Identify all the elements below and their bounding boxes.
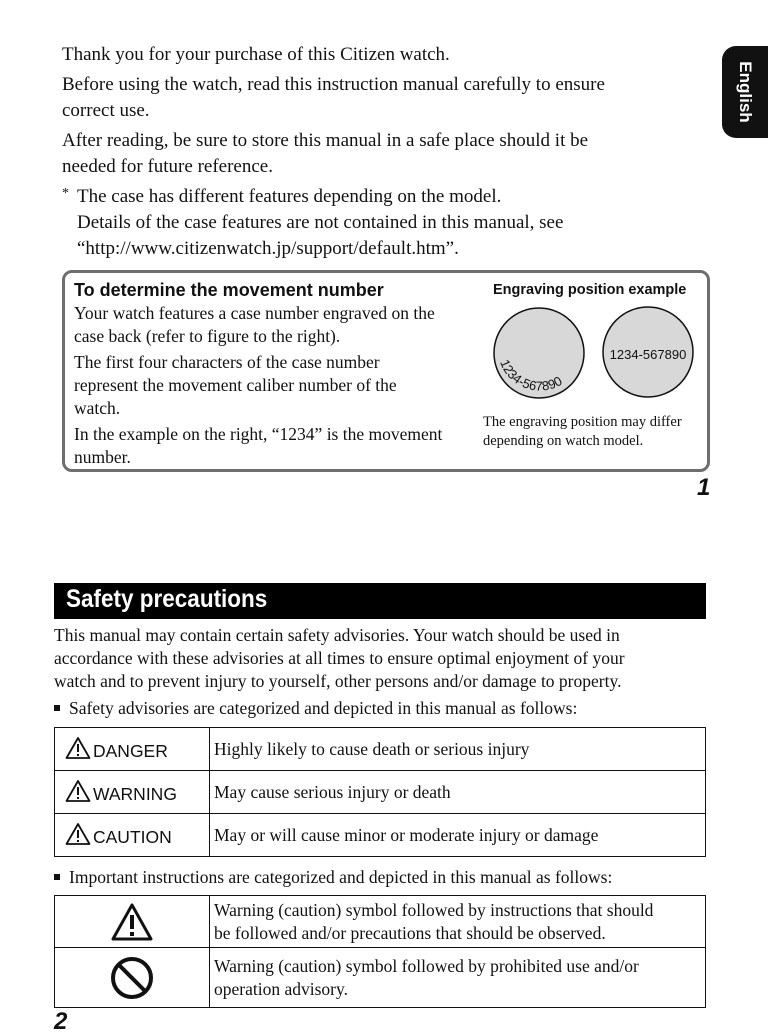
page-number: 2 xyxy=(54,1008,68,1035)
warning-label-cell xyxy=(55,771,210,814)
bullet-square-icon xyxy=(54,705,60,711)
safety-intro-line: accordance with these advisories at all times to ensure optimal enjoyment of your xyxy=(54,648,625,668)
symbol-description-line: Warning (caution) symbol followed by prohibited use and/or xyxy=(214,955,639,976)
note-url[interactable]: “http://www.citizenwatch.jp/support/default.htm”. xyxy=(77,238,459,259)
language-tab-label: English xyxy=(736,61,755,123)
symbol-description xyxy=(210,948,706,1008)
bullet-important-instructions xyxy=(54,866,612,889)
safety-heading-bar xyxy=(54,583,706,619)
caution-label-cell xyxy=(55,814,210,857)
advisory-levels-table xyxy=(54,727,706,857)
caution-description: May or will cause minor or moderate injury or damage xyxy=(210,814,706,857)
warning-triangle-icon xyxy=(110,902,154,942)
straight-engraving-text: 1234-567890 xyxy=(609,347,687,362)
warning-label: WARNING xyxy=(93,784,177,804)
language-tab xyxy=(722,46,768,138)
page-number: 1 xyxy=(697,474,711,501)
table-row xyxy=(55,728,706,771)
symbol-description-line: Warning (caution) symbol followed by instructions that should xyxy=(214,899,654,920)
note-line1: The case has different features depending on the model. xyxy=(77,186,502,207)
warning-description: May cause serious injury or death xyxy=(210,771,706,814)
engraving-note-line1: The engraving position may differ xyxy=(483,414,682,430)
movement-box-line: In the example on the right, “1234” is the movement xyxy=(74,424,443,444)
symbol-cell xyxy=(55,948,210,1008)
safety-intro-line: This manual may contain certain safety advisories. Your watch should be used in xyxy=(54,625,620,645)
intro-thanks: Thank you for your purchase of this Citizen watch. xyxy=(62,44,450,65)
intro-store-line1: After reading, be sure to store this manual in a safe place should it be xyxy=(62,130,589,151)
table-row xyxy=(55,771,706,814)
caseback-curved-engraving xyxy=(490,304,590,404)
bullet-text: Important instructions are categorized and depicted in this manual as follows: xyxy=(69,867,613,887)
note-line2: Details of the case features are not contained in this manual, see xyxy=(77,212,564,233)
movement-box-line: represent the movement caliber number of the xyxy=(74,375,397,395)
warning-triangle-icon xyxy=(65,779,91,803)
bullet-text: Safety advisories are categorized and depicted in this manual as follows: xyxy=(69,698,578,718)
safety-intro-line: watch and to prevent injury to yourself, other persons and/or damage to property. xyxy=(54,671,622,691)
table-row xyxy=(55,896,706,948)
engraving-example-title: Engraving position example xyxy=(493,282,687,298)
symbol-description-line: be followed and/or precautions that should be observed. xyxy=(214,922,606,943)
warning-triangle-icon xyxy=(65,822,91,846)
safety-heading: Safety precautions xyxy=(66,585,268,613)
curved-engraving-text: 1234-567890 xyxy=(497,357,565,394)
danger-label: DANGER xyxy=(93,741,168,761)
caseback-straight-engraving xyxy=(600,304,698,402)
engraving-note xyxy=(483,413,713,451)
danger-label-cell xyxy=(55,728,210,771)
prohibited-icon xyxy=(109,955,155,1001)
caution-label: CAUTION xyxy=(93,827,172,847)
table-row xyxy=(55,948,706,1008)
safety-intro xyxy=(54,624,704,693)
note-asterisk: * xyxy=(62,186,69,201)
table-row xyxy=(55,814,706,857)
symbol-description xyxy=(210,896,706,948)
intro-read-line1: Before using the watch, read this instruction manual carefully to ensure xyxy=(62,74,605,95)
movement-box-line: case back (refer to figure to the right). xyxy=(74,326,341,346)
movement-box-line: Your watch features a case number engraved on the xyxy=(74,303,435,323)
warning-triangle-icon xyxy=(65,736,91,760)
movement-box-line: watch. xyxy=(74,398,121,418)
engraving-note-line2: depending on watch model. xyxy=(483,433,644,449)
symbol-description-line: operation advisory. xyxy=(214,978,348,999)
intro-store-line2: needed for future reference. xyxy=(62,156,273,177)
danger-description: Highly likely to cause death or serious injury xyxy=(210,728,706,771)
movement-box-line: The first four characters of the case number xyxy=(74,352,380,372)
intro-read-line2: correct use. xyxy=(62,100,150,121)
movement-box-line: number. xyxy=(74,447,131,467)
instruction-symbols-table xyxy=(54,895,706,1008)
bullet-square-icon xyxy=(54,874,60,880)
movement-box-title: To determine the movement number xyxy=(74,280,384,300)
bullet-safety-advisories xyxy=(54,697,577,720)
symbol-cell xyxy=(55,896,210,948)
